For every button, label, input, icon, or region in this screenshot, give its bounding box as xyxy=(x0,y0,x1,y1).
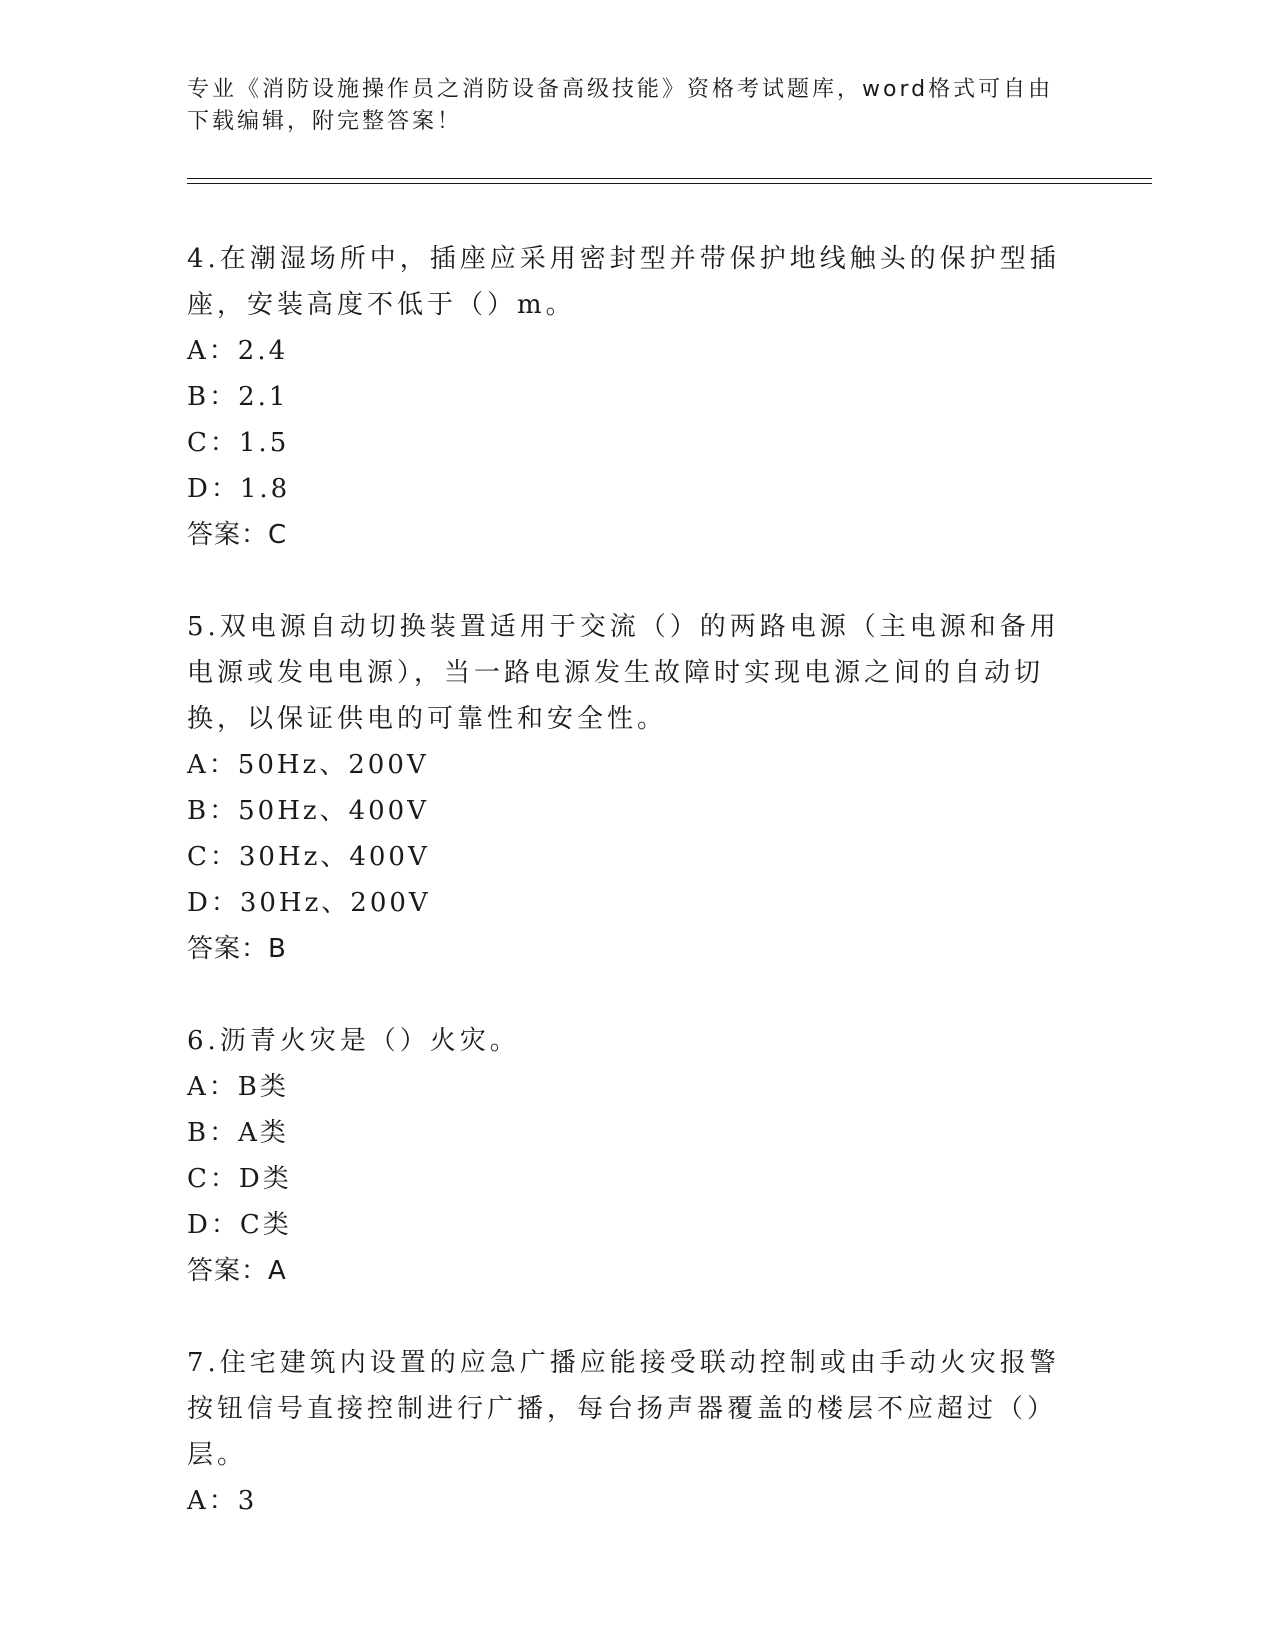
question-6 xyxy=(187,1018,1067,1294)
option-a: A：3 xyxy=(187,1486,258,1516)
question-5 xyxy=(187,604,1067,972)
option-a: A：B类 xyxy=(187,1072,289,1102)
option-a: A：50Hz、200V xyxy=(187,750,429,780)
option-d: D：30Hz、200V xyxy=(187,888,431,918)
option-a: A：2.4 xyxy=(187,336,289,366)
option-b: B：50Hz、400V xyxy=(187,796,429,826)
question-text: 5.双电源自动切换装置适用于交流（）的两路电源（主电源和备用电源或发电电源），当一路电源发生故障时实现电源之间的自动切换，以保证供电的可靠性和安全性。 xyxy=(187,612,1060,734)
option-d: D：1.8 xyxy=(187,474,291,504)
option-b: B：A类 xyxy=(187,1118,289,1148)
question-text: 4.在潮湿场所中，插座应采用密封型并带保护地线触头的保护型插座，安装高度不低于（）m。 xyxy=(187,244,1060,320)
question-7 xyxy=(187,1340,1067,1524)
option-b: B：2.1 xyxy=(187,382,289,412)
answer-line: 答案：B xyxy=(187,934,287,964)
option-d: D：C类 xyxy=(187,1210,292,1240)
option-c: C：1.5 xyxy=(187,428,290,458)
document-header-note: 专业《消防设施操作员之消防设备高级技能》资格考试题库，word格式可自由下载编辑，附完整答案！ xyxy=(187,77,1054,134)
header-rule-top xyxy=(187,178,1152,179)
answer-line: 答案：C xyxy=(187,520,288,550)
header-rule-bottom xyxy=(187,183,1152,184)
question-4 xyxy=(187,236,1067,558)
option-c: C：30Hz、400V xyxy=(187,842,430,872)
question-list xyxy=(187,236,1067,1570)
question-text: 6.沥青火灾是（）火灾。 xyxy=(187,1026,520,1056)
answer-line: 答案：A xyxy=(187,1256,287,1286)
question-text: 7.住宅建筑内设置的应急广播应能接受联动控制或由手动火灾报警按钮信号直接控制进行广播，每台扬声器覆盖的楼层不应超过（）层。 xyxy=(187,1348,1060,1470)
option-c: C：D类 xyxy=(187,1164,292,1194)
